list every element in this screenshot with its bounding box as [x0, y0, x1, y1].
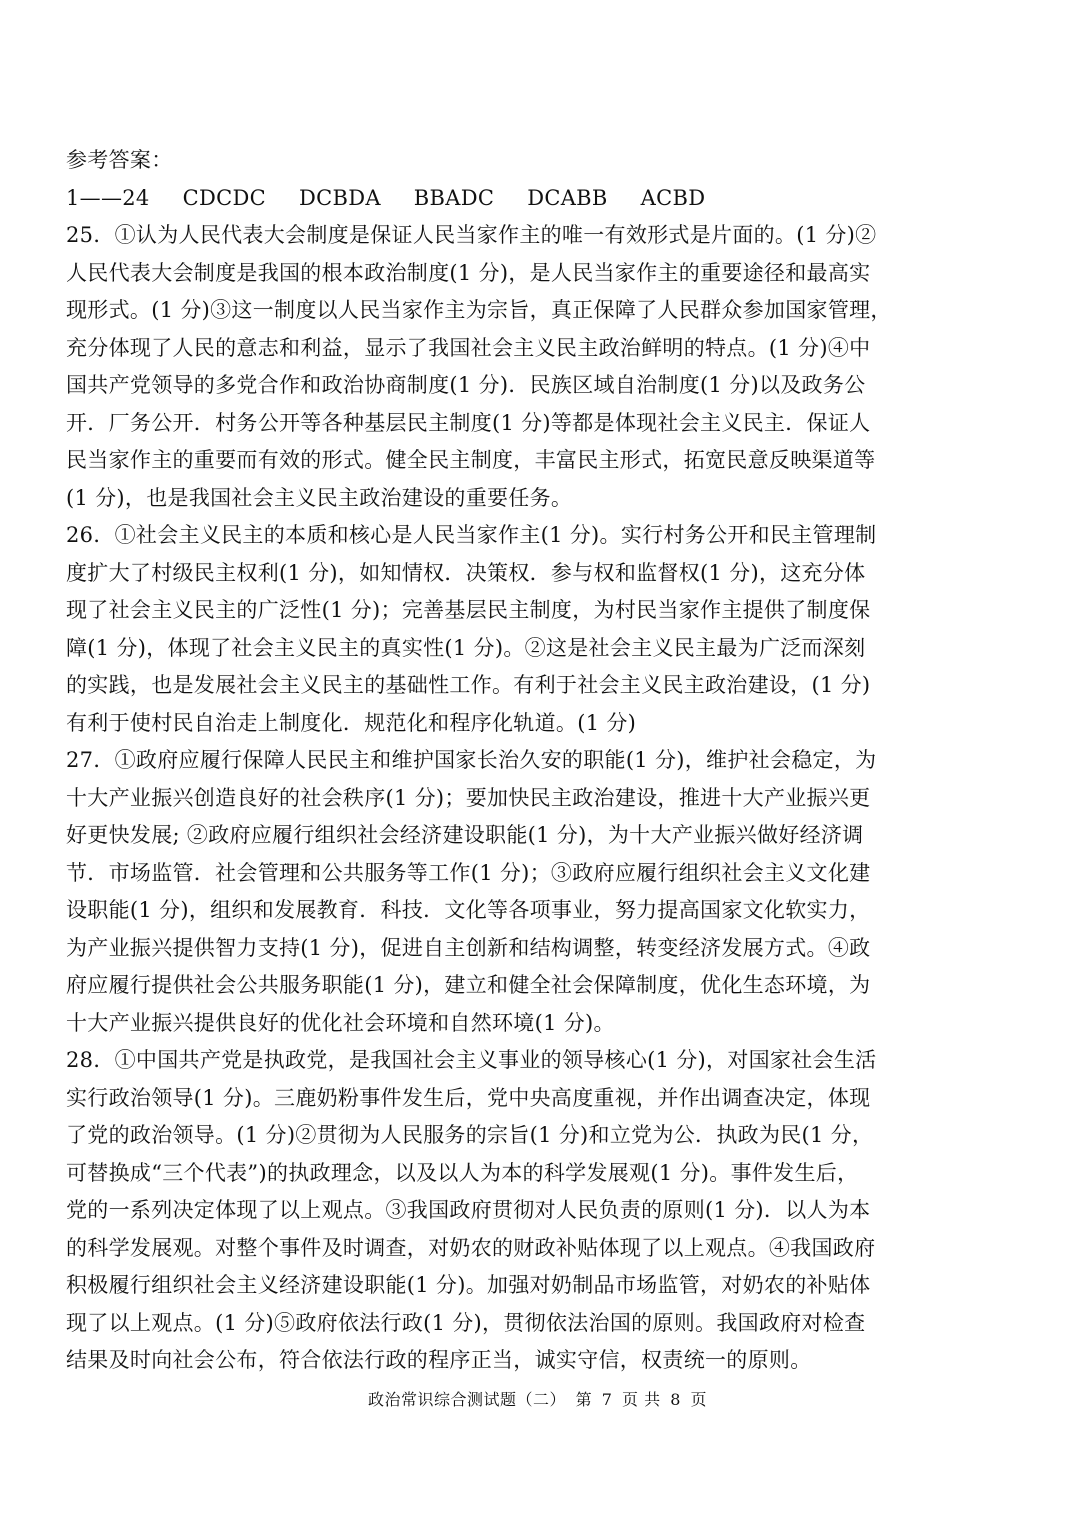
text-line: 府应履行提供社会公共服务职能(1 分)，建立和健全社会保障制度，优化生态环境，为: [66, 973, 871, 997]
answer-group: DCABB: [527, 185, 608, 210]
text-line: 积极履行组织社会主义经济建设职能(1 分)。加强对奶制品市场监管，对奶农的补贴体: [66, 1273, 871, 1297]
page-body: [66, 142, 1014, 1380]
footer-title: 政治常识综合测试题（二）: [368, 1390, 567, 1409]
text-line: 设职能(1 分)，组织和发展教育．科技．文化等各项事业，努力提高国家文化软实力，: [66, 898, 871, 922]
footer-page-mid: 页 共: [622, 1390, 661, 1409]
answer-heading: 参考答案：: [66, 148, 173, 172]
text-line: 十大产业振兴提供良好的优化社会环境和自然环境(1 分)。: [66, 1010, 615, 1035]
text-line: 28．①中国共产党是执政党，是我国社会主义事业的领导核心(1 分)，对国家社会生活: [66, 1048, 877, 1072]
text-line: 节．市场监管．社会管理和公共服务等工作(1 分)；③政府应履行组织社会主义文化建: [66, 860, 871, 885]
text-line: 现形式。(1 分)③这一制度以人民当家作主为宗旨，真正保障了人民群众参加国家管理，: [66, 298, 892, 322]
answer-group: ACBD: [640, 185, 706, 210]
answer-group: DCBDA: [298, 185, 381, 210]
text-line: 充分体现了人民的意志和利益，显示了我国社会主义民主政治鲜明的特点。(1 分)④中: [66, 335, 871, 360]
text-line: 度扩大了村级民主权利(1 分)，如知情权．决策权．参与权和监督权(1 分)，这充分体: [66, 560, 866, 585]
text-line: 为产业振兴提供智力支持(1 分)，促进自主创新和结构调整，转变经济发展方式。④政: [66, 935, 871, 960]
text-line: 人民代表大会制度是我国的根本政治制度(1 分)，是人民当家作主的重要途径和最高实: [66, 260, 871, 285]
footer-page-suffix: 页: [690, 1390, 707, 1409]
text-line: 26．①社会主义民主的本质和核心是人民当家作主(1 分)。实行村务公开和民主管理制: [66, 523, 877, 547]
page-footer: [0, 1388, 1075, 1412]
answer-group: BBADC: [413, 185, 495, 210]
footer-page-current: 7: [601, 1390, 613, 1409]
text-line: 了党的政治领导。(1 分)②贯彻为人民服务的宗旨(1 分)和立党为公．执政为民(1 分，: [66, 1123, 874, 1147]
text-line: 现了社会主义民主的广泛性(1 分)；完善基层民主制度，为村民当家作主提供了制度保: [66, 598, 871, 622]
answer-text: [66, 217, 1014, 1380]
text-line: 好更快发展; ②政府应履行组织社会经济建设职能(1 分)，为十大产业振兴做好经济调: [66, 823, 864, 847]
text-line: 开．厂务公开．村务公开等各种基层民主制度(1 分)等都是体现社会主义民主．保证人: [66, 410, 871, 435]
text-line: 十大产业振兴创造良好的社会秩序(1 分)；要加快民主政治建设，推进十大产业振兴更: [66, 785, 871, 810]
text-line: 结果及时向社会公布，符合依法行政的程序正当，诚实守信，权责统一的原则。: [66, 1348, 812, 1372]
question-range: 1——24: [66, 185, 150, 210]
text-line: 的实践，也是发展社会主义民主的基础性工作。有利于社会主义民主政治建设，(1 分): [66, 673, 871, 697]
text-line: 25．①认为人民代表大会制度是保证人民当家作主的唯一有效形式是片面的。(1 分)②: [66, 223, 877, 247]
text-line: 有利于使村民自治走上制度化．规范化和程序化轨道。(1 分): [66, 710, 637, 735]
text-line: 国共产党领导的多党合作和政治协商制度(1 分)．民族区域自治制度(1 分)以及政务公: [66, 373, 866, 397]
text-line: 实行政治领导(1 分)。三鹿奶粉事件发生后，党中央高度重视，并作出调查决定，体现: [66, 1085, 871, 1110]
text-line: 民当家作主的重要而有效的形式。健全民主制度，丰富民主形式，拓宽民意反映渠道等: [66, 448, 876, 472]
multiple-choice-answers: [66, 180, 1014, 218]
text-line: 的科学发展观。对整个事件及时调查，对奶农的财政补贴体现了以上观点。④我国政府: [66, 1235, 876, 1260]
text-line: 可替换成“三个代表”)的执政理念，以及以人为本的科学发展观(1 分)。事件发生后，: [66, 1160, 859, 1185]
text-line: (1 分)，也是我国社会主义民主政治建设的重要任务。: [66, 485, 573, 510]
footer-page-prefix: 第: [575, 1390, 593, 1409]
text-line: 障(1 分)，体现了社会主义民主的真实性(1 分)。②这是社会主义民主最为广泛而深刻: [66, 635, 866, 660]
text-line: 27．①政府应履行保障人民民主和维护国家长治久安的职能(1 分)，维护社会稳定，为: [66, 748, 877, 772]
text-line: 党的一系列决定体现了以上观点。③我国政府贯彻对人民负责的原则(1 分)．以人为本: [66, 1198, 871, 1222]
footer-page-total: 8: [670, 1390, 681, 1409]
answer-group: CDCDC: [182, 185, 266, 210]
text-line: 现了以上观点。(1 分)⑤政府依法行政(1 分)，贯彻依法治国的原则。我国政府对检查: [66, 1310, 866, 1335]
